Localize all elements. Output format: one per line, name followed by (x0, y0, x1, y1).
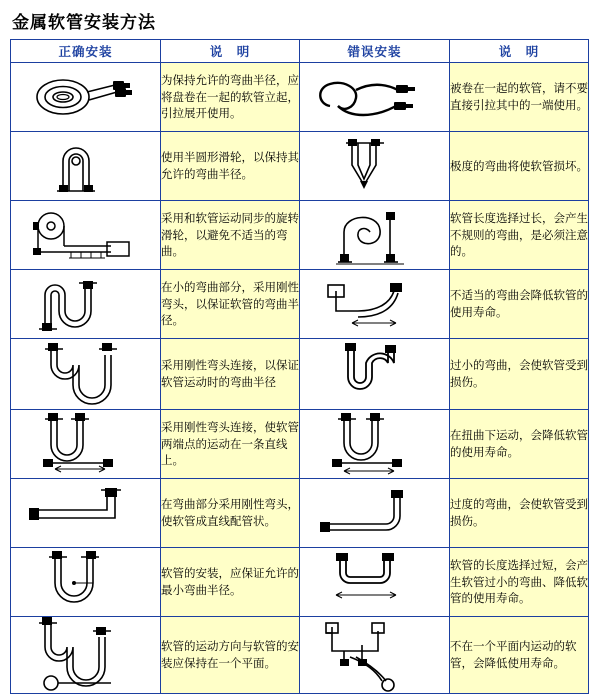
figure-coiled-hose-pulled (300, 66, 449, 128)
table-row (11, 270, 589, 339)
figure-too-long-hose (300, 551, 449, 613)
torsion-bend-icon (300, 410, 450, 479)
description-text: 使用半圆形滑轮，以保持其允许的弯曲半径。 (161, 132, 300, 201)
table-row (11, 548, 589, 617)
description-text: 软管的运动方向与软管的安装应保持在一个平面。 (161, 617, 300, 694)
sharp-bend-v-icon (300, 132, 450, 201)
description-text: 被卷在一起的软管，请不要直接引拉其中的一端使用。 (450, 63, 589, 132)
improper-bend-icon (300, 270, 450, 339)
rotating-sheave-chain-icon (11, 201, 161, 270)
description-text: 软管的长度选择过短，会产生软管过小的弯曲、降低软管的使用寿命。 (450, 548, 589, 617)
same-plane-motion-icon (11, 617, 161, 694)
figure-rotating-sheave-chain (11, 202, 160, 268)
description-text: 采用刚性弯头连接，使软管两端点的运动在一条直线上。 (161, 410, 300, 479)
figure-rigid-bend-small-radius (11, 271, 160, 337)
figure-rigid-elbow-connection (11, 339, 160, 409)
figure-sharp-bend-v (300, 135, 449, 197)
figure-improper-bend (300, 271, 449, 337)
figure-out-of-plane-motion (300, 617, 449, 693)
figure-torsion-bend (300, 411, 449, 477)
description-text: 不在一个平面内运动的软管，会降低使用寿命。 (450, 617, 589, 694)
figure-min-bend-radius-u (11, 551, 160, 613)
description-text: 软管的安装，应保证允许的最小弯曲半径。 (161, 548, 300, 617)
description-text: 软管长度选择过长，会产生不规则的弯曲，是必须注意的。 (450, 201, 589, 270)
min-bend-radius-u-icon (11, 548, 161, 617)
description-text: 不适当的弯曲会降低软管的使用寿命。 (450, 270, 589, 339)
table-row (11, 201, 589, 270)
figure-too-small-bend (300, 339, 449, 409)
out-of-plane-motion-icon (300, 617, 450, 694)
column-header-correct-install: 正确安装 (11, 40, 161, 63)
straight-pipe-elbow-icon (11, 479, 161, 548)
figure-semicircular-sheave (11, 135, 160, 197)
description-text: 采用刚性弯头连接，以保证软管运动时的弯曲半径 (161, 339, 300, 410)
description-text: 为保持允许的弯曲半径，应将盘卷在一起的软管立起，引拉展开使用。 (161, 63, 300, 132)
description-text: 过小的弯曲，会使软管受到损伤。 (450, 339, 589, 410)
figure-over-bend (300, 484, 449, 542)
figure-same-plane-motion (11, 617, 160, 693)
column-header-description-wrong: 说 明 (450, 40, 589, 63)
table-row (11, 63, 589, 132)
table-row (11, 410, 589, 479)
column-header-description-correct: 说 明 (161, 40, 300, 63)
table-header-row (11, 40, 589, 63)
too-long-hose-icon (300, 548, 450, 617)
hose-installation-table (10, 39, 589, 694)
description-text: 极度的弯曲将使软管损坏。 (450, 132, 589, 201)
coiled-hose-flat-icon (11, 63, 161, 132)
page-title: 金属软管安装方法 (12, 13, 156, 33)
coiled-hose-pulled-icon (300, 63, 450, 132)
figure-rigid-elbow-straight-line (11, 411, 160, 477)
description-text: 在扭曲下运动，会降低软管的使用寿命。 (450, 410, 589, 479)
description-text: 过度的弯曲，会使软管受到损伤。 (450, 479, 589, 548)
table-row (11, 339, 589, 410)
description-text: 在小的弯曲部分，采用刚性弯头，以保证软管的弯曲半径。 (161, 270, 300, 339)
figure-excess-length-loop (300, 202, 449, 268)
rigid-elbow-straight-line-icon (11, 410, 161, 479)
description-text: 采用和软管运动同步的旋转滑轮，以避免不适当的弯曲。 (161, 201, 300, 270)
excess-length-loop-icon (300, 201, 450, 270)
over-bend-icon (300, 479, 450, 548)
table-row (11, 132, 589, 201)
too-small-bend-icon (300, 339, 450, 410)
description-text: 在弯曲部分采用刚性弯头，使软管成直线配管状。 (161, 479, 300, 548)
figure-coiled-hose-flat (11, 66, 160, 128)
table-row (11, 479, 589, 548)
semicircular-sheave-icon (11, 132, 161, 201)
table-row (11, 617, 589, 694)
rigid-elbow-connection-icon (11, 339, 161, 410)
rigid-bend-small-radius-icon (11, 270, 161, 339)
column-header-wrong-install: 错误安装 (300, 40, 450, 63)
figure-straight-pipe-elbow (11, 484, 160, 542)
